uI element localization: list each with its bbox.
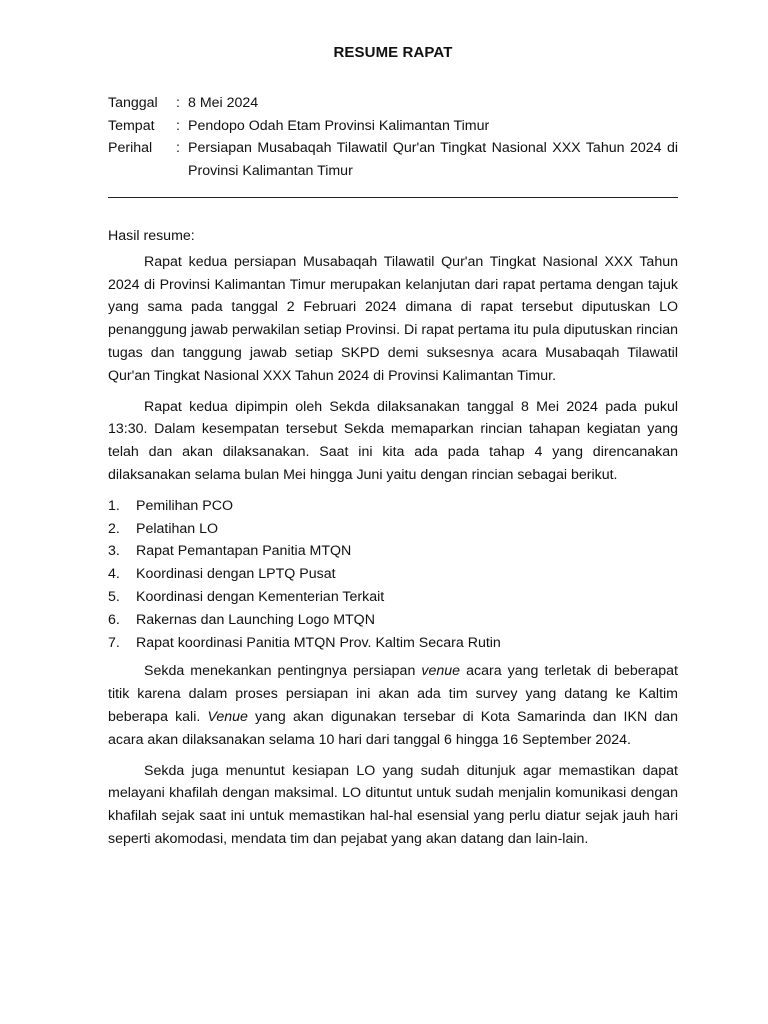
list-text: Pelatihan LO <box>136 520 219 537</box>
meta-row-tanggal <box>108 92 678 115</box>
paragraph-3-text-2: acara yang terletak di beberapat titik karena dalam proses persiapan ini akan ada tim survey yang datang ke Kaltim beberapa kali. <box>108 663 678 725</box>
meta-label: Tempat <box>108 117 155 134</box>
list-item <box>108 563 678 586</box>
paragraph-3-text-1: Sekda menekankan pentingnya persiapan <box>144 663 422 680</box>
list-number: 3. <box>108 543 120 560</box>
list-item <box>108 540 678 563</box>
list-item <box>108 586 678 609</box>
venue-emphasis: venue <box>421 663 461 680</box>
meta-row-tempat <box>108 115 678 138</box>
document-title: RESUME RAPAT <box>333 44 453 61</box>
paragraph-3-text-3: yang akan digunakan tersebar di Kota Samarinda dan IKN dan acara akan dilaksanakan selama 10 hari dari tanggal 6 hingga 16 September 2024. <box>108 708 678 748</box>
meta-value: Pendopo Odah Etam Provinsi Kalimantan Timur <box>188 117 490 134</box>
list-text: Rapat koordinasi Panitia MTQN Prov. Kaltim Secara Rutin <box>136 634 501 651</box>
meta-label: Perihal <box>108 140 153 156</box>
list-text: Koordinasi dengan LPTQ Pusat <box>136 566 336 583</box>
horizontal-divider <box>108 197 678 198</box>
list-text: Pemilihan PCO <box>136 497 233 514</box>
meta-value: Persiapan Musabaqah Tilawatil Qur'an Tingkat Nasional XXX Tahun 2024 di Provinsi Kalimantan Timur <box>188 140 678 179</box>
paragraph-1: Rapat kedua persiapan Musabaqah Tilawatil Qur'an Tingkat Nasional XXX Tahun 2024 di Provinsi Kalimantan Timur merupakan kelanjutan dari rapat pertama dengan tajuk yang sama pada tanggal 2 Februari 2024 dimana di rapat tersebut diputuskan LO penanggung jawab perwakilan setiap Provinsi. Di rapat pertama itu pula diputuskan rincian tugas dan tanggung jawab setiap SKPD demi suksesnya acara Musabaqah Tilawatil Qur'an Tingkat Nasional XXX Tahun 2024 di Provinsi Kalimantan Timur. <box>108 253 678 384</box>
venue-emphasis: Venue <box>207 708 248 725</box>
list-item <box>108 518 678 541</box>
list-number: 1. <box>108 497 120 514</box>
paragraph-4: Sekda juga menuntut kesiapan LO yang sudah ditunjuk agar memastikan dapat melayani khafilah dengan maksimal. LO dituntut untuk sudah menjalin komunikasi dengan khafilah sejak saat ini untuk memastikan hal-hal esensial yang perlu diatur sejak jauh hari seperti akomodasi, mendata tim dan pejabat yang akan datang dan lain-lain. <box>108 762 678 847</box>
list-number: 6. <box>108 611 120 628</box>
list-number: 4. <box>108 566 120 583</box>
meta-block <box>108 92 678 182</box>
list-item <box>108 632 678 655</box>
paragraph-3 <box>108 660 678 751</box>
document-body <box>108 225 678 859</box>
list-text: Koordinasi dengan Kementerian Terkait <box>136 588 385 605</box>
meta-colon: : <box>176 95 180 111</box>
hasil-resume-label: Hasil resume: <box>108 228 195 244</box>
paragraph-2: Rapat kedua dipimpin oleh Sekda dilaksanakan tanggal 8 Mei 2024 pada pukul 13:30. Dalam kesempatan tersebut Sekda memaparkan rincian tahapan kegiatan yang telah dan akan dilaksanakan. Saat ini kita ada pada tahap 4 yang direncanakan dilaksanakan selama bulan Mei hingga Juni yaitu dengan rincian sebagai berikut. <box>108 398 678 483</box>
meta-colon: : <box>176 140 180 156</box>
meta-row-perihal <box>108 137 678 182</box>
meta-value: 8 Mei 2024 <box>188 95 259 111</box>
meta-colon: : <box>176 117 180 134</box>
list-number: 2. <box>108 520 120 537</box>
list-text: Rakernas dan Launching Logo MTQN <box>136 611 375 628</box>
list-number: 7. <box>108 634 120 651</box>
agenda-list <box>108 495 678 655</box>
list-text: Rapat Pemantapan Panitia MTQN <box>136 543 352 560</box>
list-item <box>108 609 678 632</box>
list-item <box>108 495 678 518</box>
meta-label: Tanggal <box>108 95 158 111</box>
list-number: 5. <box>108 588 120 605</box>
